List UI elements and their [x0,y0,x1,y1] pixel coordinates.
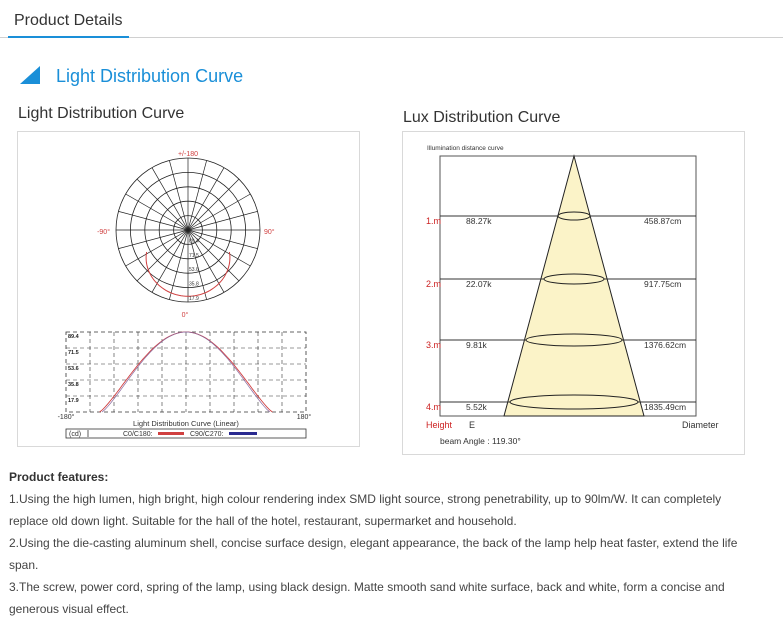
lux-row-diameter: 917.75cm [644,279,682,289]
lux-row-lux: 5.52k [466,402,487,412]
height-label: Height [426,420,453,430]
linear-y-label: 17.9 [68,398,79,404]
linear-x-left: -180° [57,414,75,421]
linear-y-label: 35.8 [68,382,79,388]
legend-c0-label: C0/C180: [123,431,153,438]
legend-unit: (cd) [69,431,82,438]
linear-y-labels [68,334,80,404]
linear-chart-frame [66,332,306,412]
polar-bottom-label: 0° [181,312,189,319]
polar-spoke [188,179,239,230]
triangle-icon [20,66,40,84]
feature-line-5: 3.The screw, power cord, spring of the lamp, using black design. Matte smooth sand white surface, back and white, form a concise and [9,580,725,594]
linear-y-label: 89.4 [68,334,79,340]
lux-row-ellipse [526,334,622,346]
linear-curve-c90 [102,332,270,412]
lux-row-height: 2.m [426,279,442,289]
feature-line-3: 2.Using the die-casting aluminum shell, concise surface design, elegant appearance, the back of the lamp help heat faster, extend the life [9,536,738,550]
polar-spoke [188,160,207,230]
linear-y-label: 53.6 [68,366,79,372]
lux-row-lux: 88.27k [466,216,492,226]
polar-left-label: -90° [97,229,110,236]
lux-row-lux: 9.81k [466,340,487,350]
linear-x-right: 180° [296,414,312,421]
lux-row-ellipse [544,274,604,284]
polar-spoke [126,230,188,266]
linear-y-label: 71.5 [68,350,79,356]
left-panel-heading: Light Distribution Curve [18,105,185,122]
lux-row-height: 4.m [426,402,442,412]
polar-spoke [126,194,188,230]
polar-top-label: +/-180 [177,151,199,158]
polar-radial-label: 71.5 [189,252,199,259]
lux-distribution-figure [403,132,744,454]
section-title: Light Distribution Curve [56,66,244,86]
legend-c0-swatch [158,432,184,435]
light-cone [504,156,644,416]
linear-caption: Light Distribution Curve (Linear) [133,419,239,428]
polar-radial-label: 35.8 [189,281,199,288]
lux-row-diameter: 458.87cm [644,216,682,226]
polar-spoke [137,179,188,230]
light-distribution-figure [18,132,359,446]
features-title: Product features: [9,470,109,484]
lux-row-diameter: 1376.62cm [644,340,687,350]
polar-diagram [116,158,260,302]
polar-spoke [188,230,250,266]
polar-right-label: 90° [264,229,275,236]
polar-spoke [152,230,188,292]
lux-row-ellipse [558,212,590,220]
lux-row-height: 3.m [426,340,442,350]
polar-radial-label: 53.6 [189,267,199,274]
polar-spoke [188,168,224,230]
tab-product-details[interactable]: Product Details [8,10,129,38]
legend-c90-label: C90/C270: [190,431,224,438]
polar-spoke [188,194,250,230]
light-distribution-panel [17,131,360,447]
legend-box [66,429,306,438]
polar-radial-labels [189,238,199,302]
lux-row-ellipse [510,395,638,409]
legend-c90-swatch [229,432,257,435]
polar-spoke [169,230,188,300]
polar-spoke [152,168,188,230]
lux-row-diameter: 1835.49cm [644,402,687,412]
e-label: E [469,420,476,430]
lux-row-height: 1.m [426,216,442,226]
feature-line-1: 1.Using the high lumen, high bright, high colour rendering index SMD light source, strong penetrability, up to 90lm/W. It can completely [9,492,722,506]
diameter-label: Diameter [682,420,719,430]
polar-spoke [169,160,188,230]
lux-distribution-panel [402,131,745,455]
feature-line-6: generous visual effect. [9,602,129,616]
linear-grid [66,332,306,412]
tab-bar [0,0,783,38]
linear-curve-c0 [100,332,273,412]
polar-radial-label: 89.4 [189,238,199,245]
polar-spoke [137,230,188,281]
polar-spoke [188,211,258,230]
beam-angle: beam Angle : 119.30° [440,436,521,446]
polar-radial-label: 17.9 [189,296,199,302]
lux-small-title: Illumination distance curve [427,145,504,152]
polar-spoke [118,230,188,249]
right-panel-heading: Lux Distribution Curve [403,109,561,126]
polar-spoke [118,211,188,230]
feature-line-4: span. [9,558,39,572]
lux-row-lux: 22.07k [466,279,492,289]
feature-line-2: replace old down light. Suitable for the hall of the hotel, restaurant, supermarket and household. [9,514,517,528]
